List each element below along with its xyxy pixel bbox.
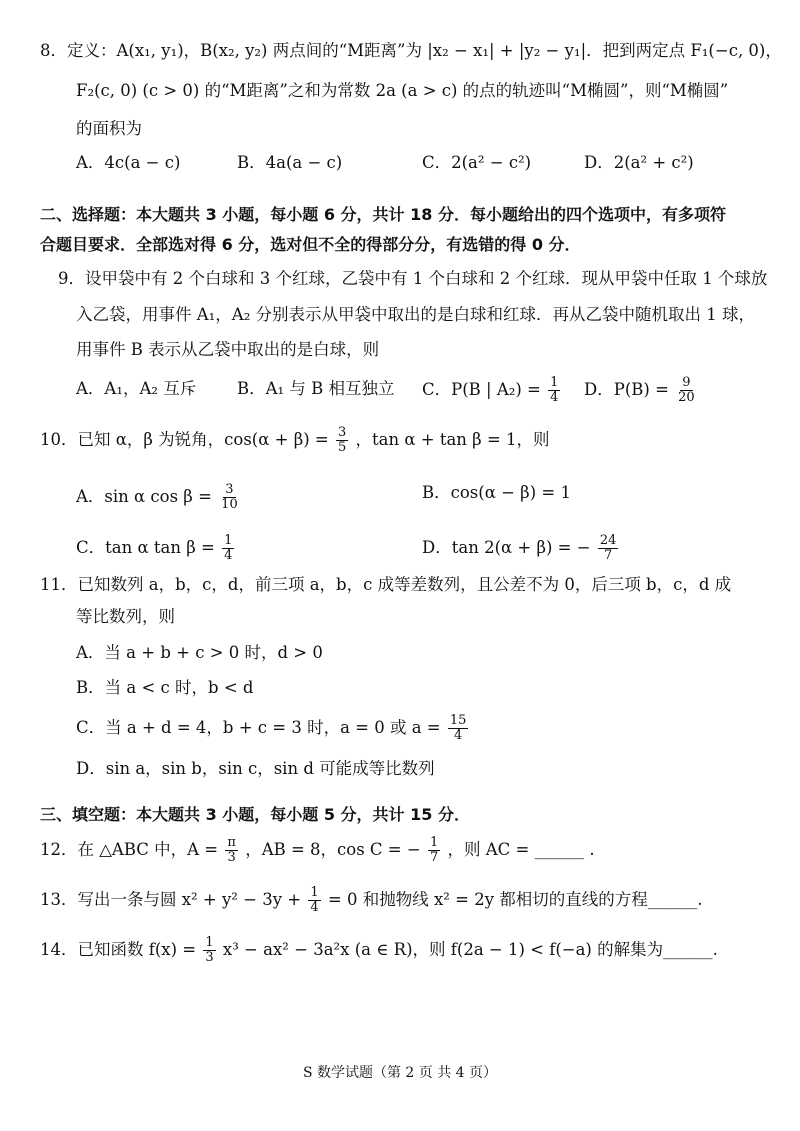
q11-option-c-denominator: 4 bbox=[454, 728, 463, 743]
q12-cos-denominator: 7 bbox=[429, 850, 439, 865]
q11-option-d: D．sin a，sin b，sin c，sin d 可能成等比数列 bbox=[76, 759, 435, 778]
q10-stem-post: ，tan α + tan β = 1，则 bbox=[355, 430, 550, 449]
q14-stem-pre: 14．已知函数 f(x) = bbox=[40, 940, 197, 959]
q11-option-c-text: C．当 a + d = 4，b + c = 3 时，a = 0 或 a = bbox=[76, 718, 441, 737]
section2-heading-line2: 合题目要求．全部选对得 6 分，选对但不全的得部分分，有选错的得 0 分． bbox=[40, 235, 581, 254]
q11-option-a: A．当 a + b + c > 0 时，d > 0 bbox=[76, 643, 323, 662]
q11-option-b: B．当 a < c 时，b < d bbox=[76, 678, 254, 697]
q10-option-d-denominator: 7 bbox=[603, 548, 613, 563]
q8-option-c: C．2(a² − c²) bbox=[422, 153, 532, 172]
q13-numerator: 1 bbox=[310, 885, 319, 900]
q9-option-c-numerator: 1 bbox=[550, 375, 559, 390]
q9-option-c-text: C．P(B | A₂) = bbox=[422, 380, 541, 399]
q10-option-a-numerator: 3 bbox=[225, 482, 234, 497]
q9-option-d-denominator: 20 bbox=[678, 390, 695, 405]
q10-stem-fraction bbox=[336, 426, 348, 455]
q10-option-c-numerator: 1 bbox=[224, 533, 233, 548]
q12-angle-numerator: π bbox=[227, 835, 236, 850]
q9-option-d-numerator: 9 bbox=[682, 375, 691, 390]
q12-stem-pre: 12．在 △ABC 中，A = bbox=[40, 840, 219, 859]
q14-stem-post: x³ − ax² − 3a²x (a ∈ R)，则 f(2a − 1) < f(−a) 的解集为______. bbox=[222, 940, 718, 959]
q9-option-d-fraction bbox=[676, 376, 697, 405]
q11-option-c-fraction bbox=[448, 714, 469, 743]
q10-option-a-fraction bbox=[219, 483, 240, 512]
q12-cos-numerator: 1 bbox=[429, 835, 439, 850]
section2-heading-line1: 二、选择题：本大题共 3 小题，每小题 6 分，共计 18 分．每小题给出的四个选项中，有多项符 bbox=[40, 205, 726, 224]
q10-option-b: B．cos(α − β) = 1 bbox=[422, 483, 571, 502]
q12-cos-fraction bbox=[428, 836, 440, 865]
q11-option-c bbox=[76, 714, 470, 743]
q9-option-c-fraction bbox=[548, 376, 560, 405]
q9-option-a: A．A₁，A₂ 互斥 bbox=[76, 379, 197, 398]
q14-numerator: 1 bbox=[205, 935, 214, 950]
q13-fraction bbox=[308, 886, 320, 915]
q13-stem bbox=[40, 886, 703, 915]
q10-stem bbox=[40, 426, 550, 455]
q10-stem-denominator: 5 bbox=[338, 440, 347, 455]
q8-line3: 的面积为 bbox=[76, 119, 142, 138]
q10-stem-numerator: 3 bbox=[338, 425, 347, 440]
q8-option-a: A．4c(a − c) bbox=[76, 153, 181, 172]
q10-option-d-fraction bbox=[598, 534, 619, 563]
q10-option-d-numerator: 24 bbox=[599, 533, 617, 548]
q9-option-b: B．A₁ 与 B 相互独立 bbox=[237, 379, 395, 398]
q10-option-c bbox=[76, 534, 236, 563]
q13-stem-post: = 0 和抛物线 x² = 2y 都相切的直线的方程______. bbox=[327, 890, 703, 909]
q9-line3: 用事件 B 表示从乙袋中取出的是白球，则 bbox=[76, 340, 380, 359]
q14-fraction bbox=[203, 936, 215, 965]
q10-option-c-fraction bbox=[222, 534, 234, 563]
q8-line1: 8．定义：A(x₁, y₁)，B(x₂, y₂) 两点间的“M距离”为 |x₂ − x₁| + |y₂ − y₁|．把到两定点 F₁(−c, 0)， bbox=[40, 41, 782, 60]
q8-line2: F₂(c, 0) (c > 0) 的“M距离”之和为常数 2a (a > c) 的点的轨迹叫“M椭圆”，则“M椭圆” bbox=[76, 81, 729, 100]
q8-option-d: D．2(a² + c²) bbox=[584, 153, 694, 172]
q14-stem bbox=[40, 936, 718, 965]
q13-stem-pre: 13．写出一条与圆 x² + y² − 3y + bbox=[40, 890, 302, 909]
q10-option-a bbox=[76, 483, 242, 512]
q14-denominator: 3 bbox=[205, 950, 214, 965]
q13-denominator: 4 bbox=[310, 900, 319, 915]
q8-option-b: B．4a(a − c) bbox=[237, 153, 343, 172]
q10-option-d bbox=[422, 534, 620, 563]
q10-stem-pre: 10．已知 α，β 为锐角，cos(α + β) = bbox=[40, 430, 329, 449]
q9-option-c-denominator: 4 bbox=[550, 390, 559, 405]
q9-option-c bbox=[422, 376, 562, 405]
q12-angle-fraction bbox=[225, 836, 238, 865]
q12-stem bbox=[40, 836, 595, 865]
q12-stem-post: ，则 AC = ______ . bbox=[447, 840, 595, 859]
page-footer: S 数学试题（第 2 页 共 4 页） bbox=[302, 1065, 498, 1081]
q9-line2: 入乙袋，用事件 A₁，A₂ 分别表示从甲袋中取出的是白球和红球．再从乙袋中随机取出 1 球， bbox=[76, 305, 756, 324]
q10-option-a-denominator: 10 bbox=[221, 497, 238, 512]
q10-option-c-text: C．tan α tan β = bbox=[76, 538, 215, 557]
q9-option-d-text: D．P(B) = bbox=[584, 380, 669, 399]
q10-option-d-text: D．tan 2(α + β) = − bbox=[422, 538, 591, 557]
q11-line2: 等比数列，则 bbox=[76, 607, 175, 626]
q9-line1: 9．设甲袋中有 2 个白球和 3 个红球，乙袋中有 1 个白球和 2 个红球．现从甲袋中任取 1 个球放 bbox=[58, 269, 768, 288]
q11-option-c-numerator: 15 bbox=[449, 713, 467, 728]
q10-option-c-denominator: 4 bbox=[224, 548, 233, 563]
q12-angle-denominator: 3 bbox=[227, 850, 236, 865]
q9-option-d bbox=[584, 376, 699, 405]
q12-stem-mid: ，AB = 8，cos C = − bbox=[245, 840, 421, 859]
q10-option-a-text: A．sin α cos β = bbox=[76, 487, 212, 506]
q11-line1: 11．已知数列 a，b，c，d，前三项 a，b，c 成等差数列，且公差不为 0，后三项 b，c，d 成 bbox=[40, 575, 732, 594]
section3-heading: 三、填空题：本大题共 3 小题，每小题 5 分，共计 15 分． bbox=[40, 805, 470, 824]
